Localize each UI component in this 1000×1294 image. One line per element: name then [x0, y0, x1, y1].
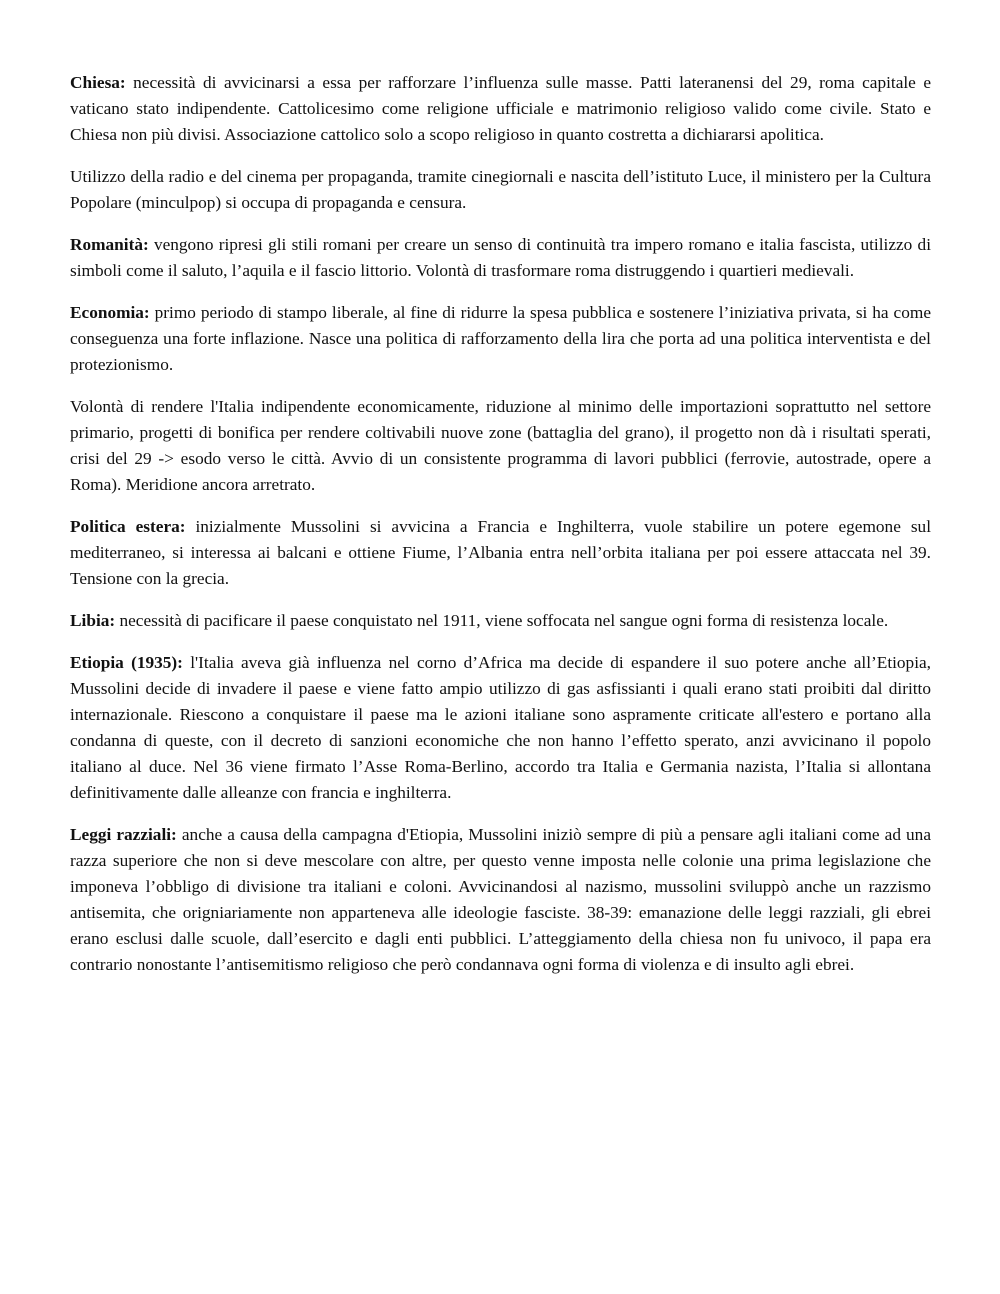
- paragraph-libia: [70, 608, 931, 634]
- paragraph-politica-estera: [70, 514, 931, 592]
- paragraph-heading: Economia:: [70, 303, 150, 322]
- paragraph-economia: [70, 300, 931, 378]
- paragraph-heading: Politica estera:: [70, 517, 186, 536]
- paragraph-chiesa: [70, 70, 931, 148]
- document-page: [70, 70, 931, 994]
- paragraph-etiopia: [70, 650, 931, 806]
- paragraph-text: necessità di avvicinarsi a essa per rafforzare l’influenza sulle masse. Patti lateranensi del 29, roma capitale e vaticano stato indipendente. Cattolicesimo come religione ufficiale e matrimonio religioso valido come civile. Stato e Chiesa non più divisi. Associazione cattolico solo a scopo religioso in quanto costretta a dichiararsi apolitica.: [70, 73, 931, 144]
- paragraph-text: l'Italia aveva già influenza nel corno d’Africa ma decide di espandere il suo potere anche all’Etiopia, Mussolini decide di invadere il paese e viene fatto ampio utilizzo di gas asfissianti i quali erano stati proibiti dal diritto internazionale. Riescono a conquistare il paese ma le azioni italiane sono aspramente criticate all'estero e portano alla condanna di queste, con il decreto di sanzioni economiche che non hanno l’effetto sperato, anzi avvicinano il popolo italiano al duce. Nel 36 viene firmato l’Asse Roma-Berlino, accordo tra Italia e Germania nazista, l’Italia si allontana definitivamente dalle alleanze con francia e inghilterra.: [70, 653, 931, 802]
- paragraph-text: Utilizzo della radio e del cinema per propaganda, tramite cinegiornali e nascita dell’istituto Luce, il ministero per la Cultura Popolare (minculpop) si occupa di propaganda e censura.: [70, 167, 931, 212]
- paragraph-heading: Leggi razziali:: [70, 825, 177, 844]
- paragraph-text: Volontà di rendere l'Italia indipendente economicamente, riduzione al minimo delle importazioni soprattutto nel settore primario, progetti di bonifica per rendere coltivabili nuove zone (battaglia del grano), il progetto non dà i risultati sperati, crisi del 29 -> esodo verso le città. Avvio di un consistente programma di lavori pubblici (ferrovie, autostrade, opere a Roma). Meridione ancora arretrato.: [70, 397, 931, 494]
- paragraph-heading: Libia:: [70, 611, 116, 630]
- paragraph-text: inizialmente Mussolini si avvicina a Francia e Inghilterra, vuole stabilire un potere egemone sul mediterraneo, si interessa ai balcani e ottiene Fiume, l’Albania entra nell’orbita italiana per poi essere attaccata nel 39. Tensione con la grecia.: [70, 517, 931, 588]
- paragraph-text: vengono ripresi gli stili romani per creare un senso di continuità tra impero romano e italia fascista, utilizzo di simboli come il saluto, l’aquila e il fascio littorio. Volontà di trasformare roma distruggendo i quartieri medievali.: [70, 235, 931, 280]
- paragraph-text: primo periodo di stampo liberale, al fine di ridurre la spesa pubblica e sostenere l’iniziativa privata, si ha come conseguenza una forte inflazione. Nasce una politica di rafforzamento della lira che porta ad una politica interventista e del protezionismo.: [70, 303, 931, 374]
- paragraph-text: anche a causa della campagna d'Etiopia, Mussolini iniziò sempre di più a pensare agli italiani come ad una razza superiore che non si deve mescolare con altre, per questo venne imposta nelle colonie una prima legislazione che imponeva l’obbligo di divisione tra italiani e coloni. Avvicinandosi al nazismo, mussolini sviluppò anche un razzismo antisemita, che origniariamente non apparteneva alle ideologie fasciste. 38-39: emanazione delle leggi razziali, gli ebrei erano esclusi dalle scuole, dall’esercito e dagli enti pubblici. L’atteggiamento della chiesa non fu univoco, il papa era contrario nonostante l’antisemitismo religioso che però condannava ogni forma di violenza e di insulto agli ebrei.: [70, 825, 931, 974]
- paragraph-heading: Chiesa:: [70, 73, 126, 92]
- paragraph-autarchia: [70, 394, 931, 498]
- paragraph-romanita: [70, 232, 931, 284]
- paragraph-leggi-razziali: [70, 822, 931, 978]
- paragraph-text: necessità di pacificare il paese conquistato nel 1911, viene soffocata nel sangue ogni forma di resistenza locale.: [115, 611, 889, 630]
- paragraph-heading: Etiopia (1935):: [70, 653, 183, 672]
- paragraph-propaganda: [70, 164, 931, 216]
- paragraph-heading: Romanità:: [70, 235, 149, 254]
